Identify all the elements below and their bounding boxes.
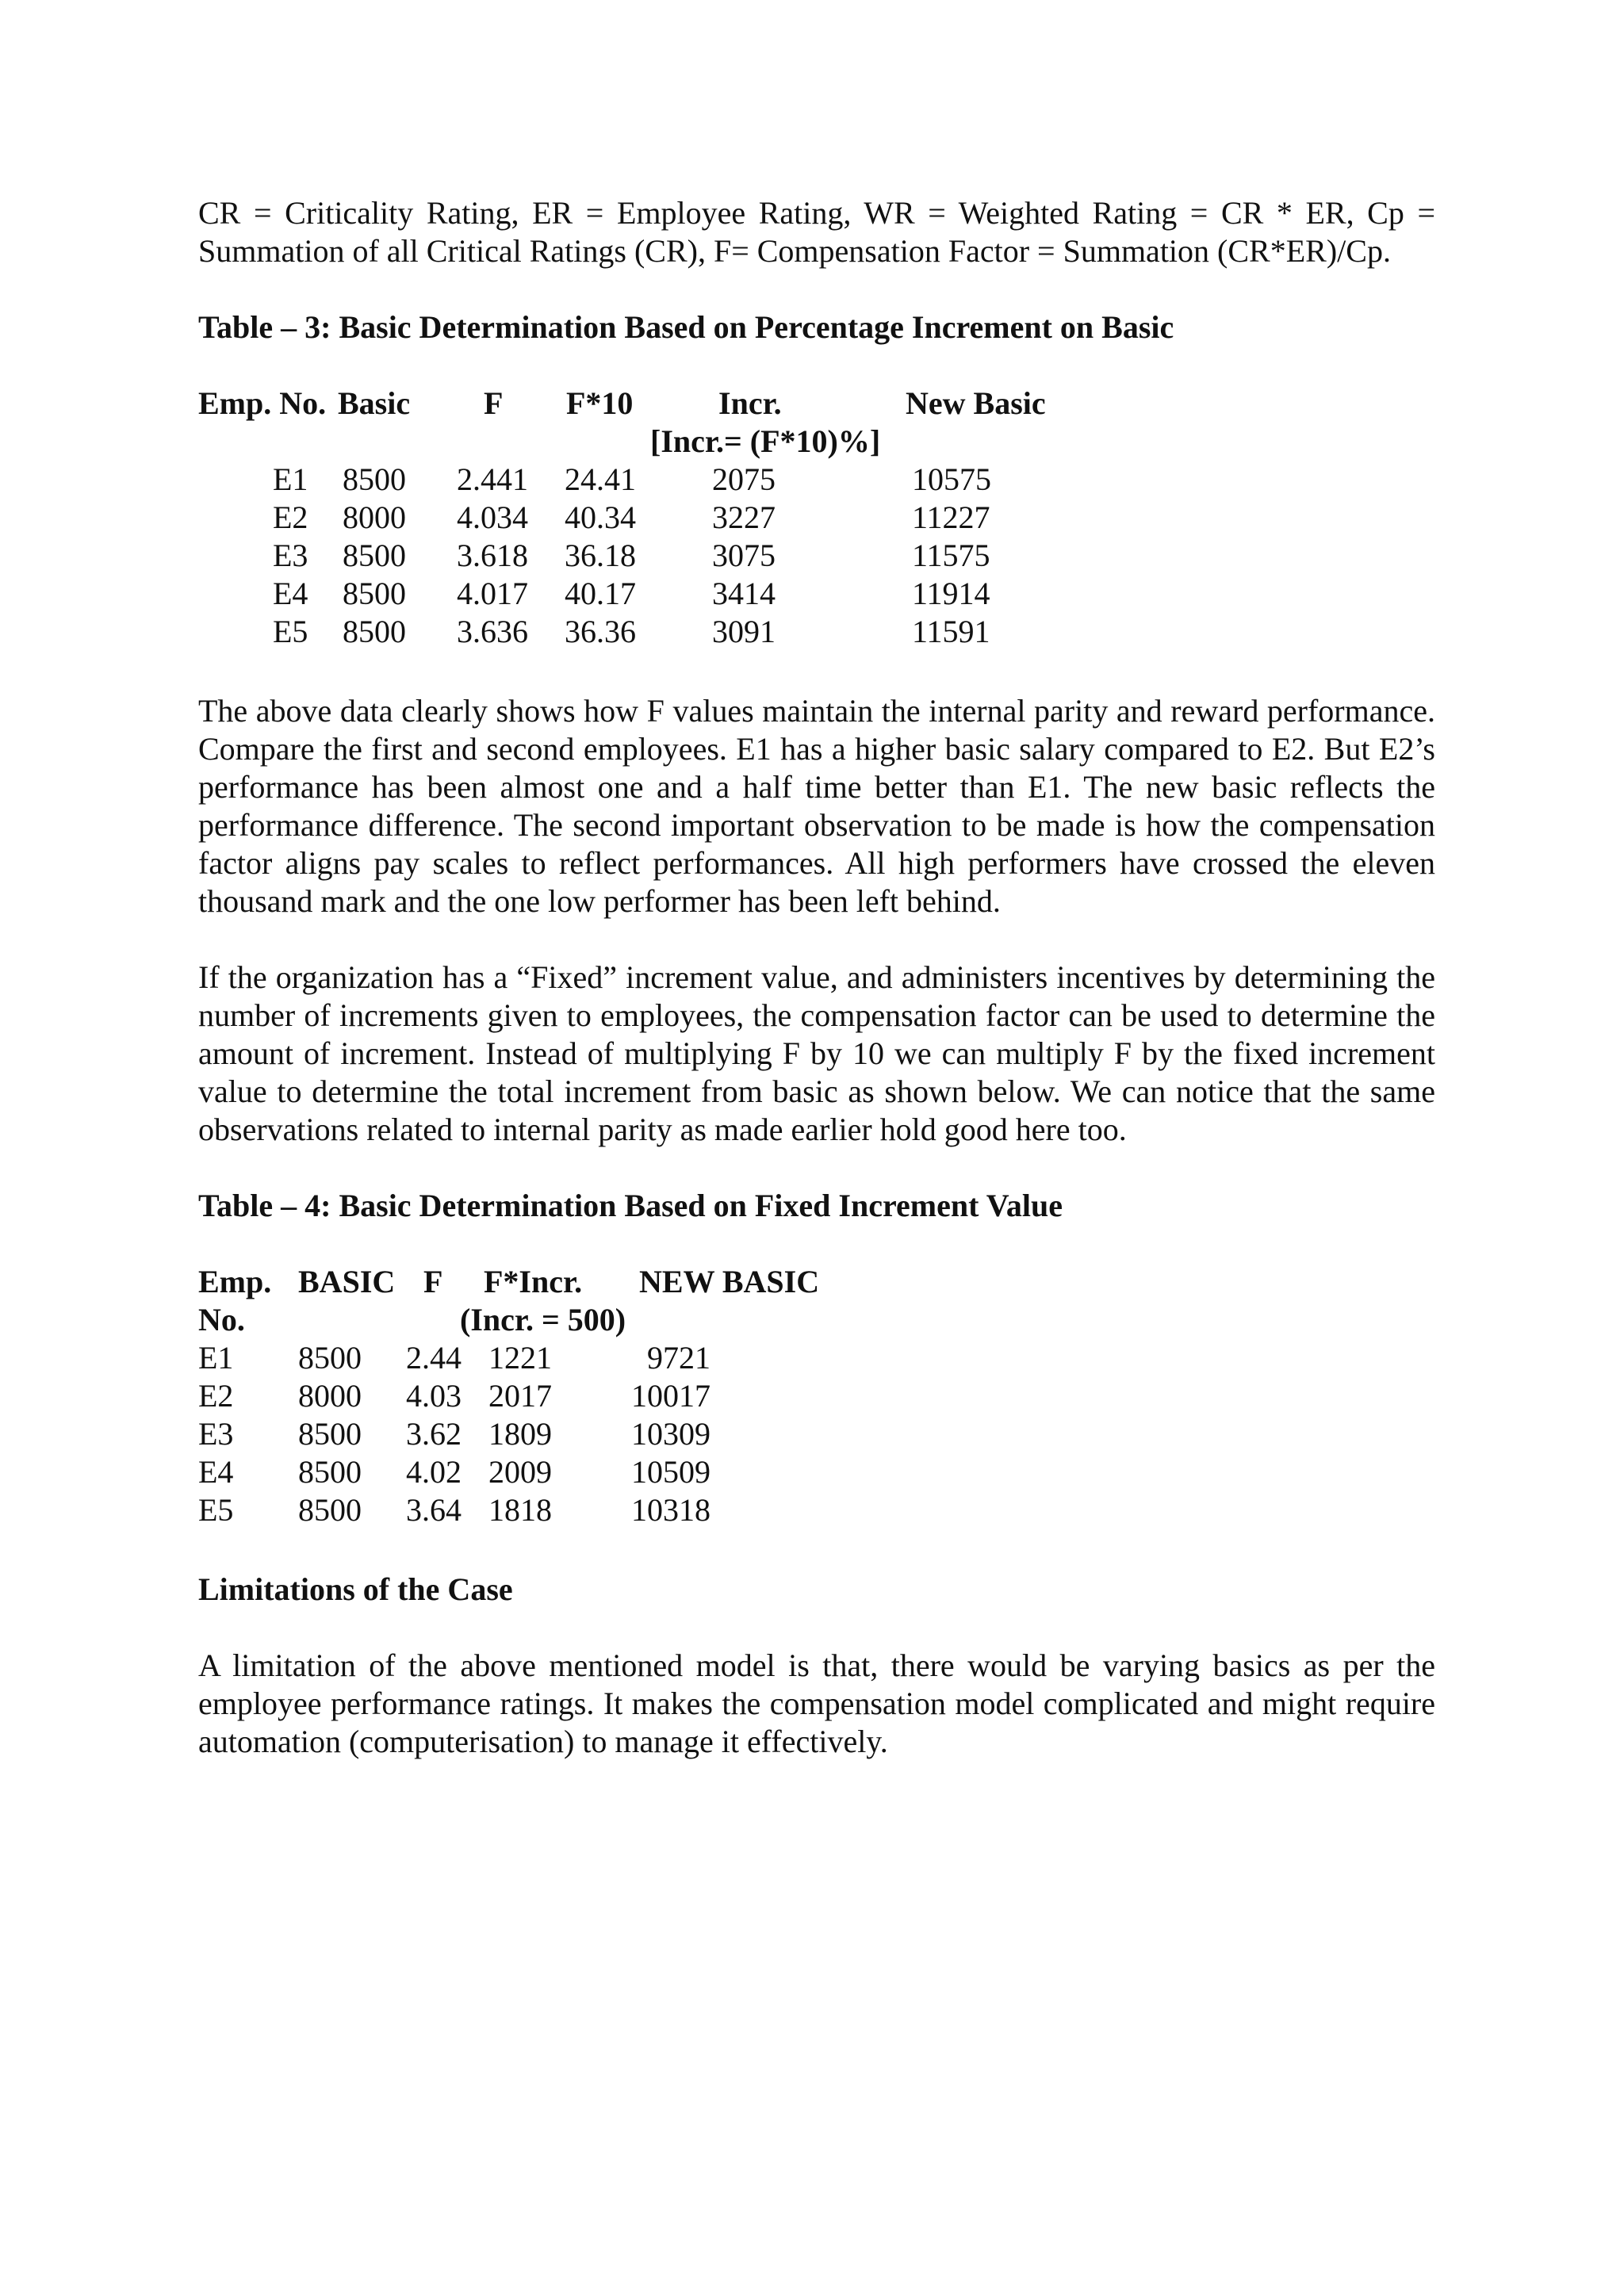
table3-cell: E5 — [273, 614, 308, 649]
table3-cell: 40.34 — [565, 499, 636, 535]
table3-cell: E2 — [273, 499, 308, 535]
table3-cell: 8500 — [343, 576, 406, 611]
table3-cell: E1 — [273, 461, 308, 497]
table4-header-f: F — [423, 1264, 443, 1299]
table4-cell: 8500 — [298, 1416, 362, 1452]
table4-cell: 8000 — [298, 1378, 362, 1414]
table3-cell: 36.18 — [565, 538, 636, 573]
table3-header-emp: Emp. No. — [198, 385, 327, 421]
table3-cell: 8500 — [343, 538, 406, 573]
table3-cell: 11591 — [912, 614, 990, 649]
table3-cell: 3075 — [712, 538, 776, 573]
table3-cell: 11227 — [912, 499, 990, 535]
table4-header-emp: Emp. — [198, 1264, 272, 1299]
table4-cell: 4.03 — [406, 1378, 462, 1414]
table4-cell: 10318 — [631, 1492, 710, 1528]
analysis-paragraph: The above data clearly shows how F values maintain the internal parity and reward performance. Compare the first and second employees. E1 has a higher basic salary compared to E2. But E2’s performance has been almost one and a half time better than E1. The new basic reflects the performance difference. The second important observation to be made is how the compensation factor aligns pay scales to reflect performances. All high performers have crossed the eleven thousand mark and the one low performer has been left behind. — [198, 693, 1435, 919]
table4-header-emp-sub: No. — [198, 1302, 245, 1337]
table3-cell: 3.618 — [457, 538, 528, 573]
table4-cell: E2 — [198, 1378, 234, 1414]
table4-cell: 8500 — [298, 1454, 362, 1490]
table3-header-incr: Incr. — [718, 385, 782, 421]
table3-cell: 2075 — [712, 461, 776, 497]
table4-cell: E4 — [198, 1454, 234, 1490]
table4-cell: 3.64 — [406, 1492, 462, 1528]
table4-cell: 10509 — [631, 1454, 710, 1490]
table4-title: Table – 4: Basic Determination Based on Fixed Increment Value — [198, 1188, 1063, 1223]
table3-cell: 3.636 — [457, 614, 528, 649]
limitations-paragraph: A limitation of the above mentioned model is that, there would be varying basics as per the employee performance ratings. It makes the compensation model complicated and might require automation (computerisation) to manage it effectively. — [198, 1647, 1435, 1759]
table3-cell: 3414 — [712, 576, 776, 611]
table3-header-incr-sub: [Incr.= (F*10)%] — [650, 423, 881, 459]
table4-header-fincr-sub: (Incr. = 500) — [460, 1302, 626, 1337]
table3-cell: 4.034 — [457, 499, 528, 535]
table3-cell: 24.41 — [565, 461, 636, 497]
table4-cell: 1221 — [488, 1340, 552, 1376]
table4-cell: 2.44 — [406, 1340, 462, 1376]
limitations-heading: Limitations of the Case — [198, 1571, 513, 1607]
table3-cell: 11914 — [912, 576, 990, 611]
table3-cell: 2.441 — [457, 461, 528, 497]
table4-cell: 1809 — [488, 1416, 552, 1452]
table3-header-f10: F*10 — [566, 385, 634, 421]
table3-cell: 40.17 — [565, 576, 636, 611]
table4-cell: 3.62 — [406, 1416, 462, 1452]
table4-cell: 4.02 — [406, 1454, 462, 1490]
table4-cell: 8500 — [298, 1492, 362, 1528]
table3-cell: 10575 — [912, 461, 991, 497]
table3-cell: 3227 — [712, 499, 776, 535]
table3-cell: 8500 — [343, 461, 406, 497]
table4-cell: E1 — [198, 1340, 234, 1376]
table4-cell: 9721 — [647, 1340, 710, 1376]
table4 — [198, 1263, 1435, 1533]
table3-cell: 36.36 — [565, 614, 636, 649]
fixed-increment-paragraph: If the organization has a “Fixed” increment value, and administers incentives by determining the number of increments given to employees, the compensation factor can be used to determine the amount of increment. Instead of multiplying F by 10 we can multiply F by the fixed increment value to determine the total increment from basic as shown below. We can notice that the same observations related to internal parity as made earlier hold good here too. — [198, 959, 1435, 1147]
intro-paragraph: CR = Criticality Rating, ER = Employee Rating, WR = Weighted Rating = CR * ER, Cp = Summation of all Critical Ratings (CR), F= Compensation Factor = Summation (CR*ER)/Cp. — [198, 195, 1435, 269]
table4-cell: 8500 — [298, 1340, 362, 1376]
table3-header-basic: Basic — [338, 385, 411, 421]
table3-cell: E3 — [273, 538, 308, 573]
table4-cell: 2017 — [488, 1378, 552, 1414]
table3 — [198, 385, 1435, 654]
table4-header-basic: BASIC — [298, 1264, 396, 1299]
table4-cell: E3 — [198, 1416, 234, 1452]
table4-cell: 10309 — [631, 1416, 710, 1452]
table3-cell: 3091 — [712, 614, 776, 649]
table3-header-f: F — [484, 385, 504, 421]
table4-cell: 2009 — [488, 1454, 552, 1490]
table3-cell: E4 — [273, 576, 308, 611]
table4-header-fincr: F*Incr. — [484, 1264, 583, 1299]
table3-cell: 8000 — [343, 499, 406, 535]
table4-header-newbasic: NEW BASIC — [639, 1264, 820, 1299]
table4-cell: 1818 — [488, 1492, 552, 1528]
table4-cell: E5 — [198, 1492, 234, 1528]
table3-title: Table – 3: Basic Determination Based on Percentage Increment on Basic — [198, 309, 1174, 345]
document-page — [198, 194, 1435, 1761]
table3-header-newbasic: New Basic — [906, 385, 1046, 421]
table3-cell: 4.017 — [457, 576, 528, 611]
table4-cell: 10017 — [631, 1378, 710, 1414]
table3-cell: 11575 — [912, 538, 990, 573]
table3-cell: 8500 — [343, 614, 406, 649]
